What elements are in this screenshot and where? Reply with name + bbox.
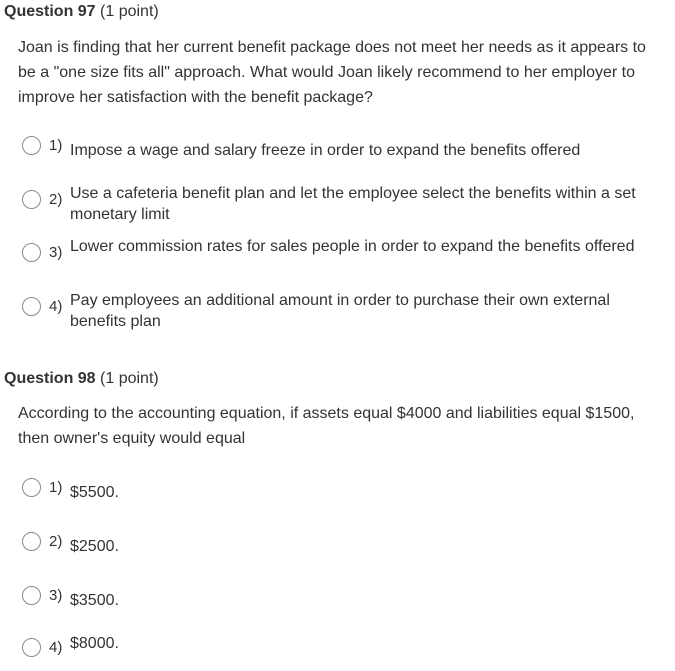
question-97-text: Joan is finding that her current benefit package does not meet her needs as it appears to be a "one size fits all" approach. What would Joan likely recommend to her employer to improve her satisfaction with the benefit package? xyxy=(18,39,646,106)
question-98-label: Question 98 xyxy=(4,370,96,387)
option-number: 1) xyxy=(49,479,63,496)
option-text: Pay employees an additional amount in order to purchase their own external benefits plan xyxy=(70,292,610,330)
option-text: $3500. xyxy=(70,592,119,609)
radio-button[interactable] xyxy=(22,586,41,605)
radio-button[interactable] xyxy=(22,243,41,262)
option-number: 2) xyxy=(49,533,63,550)
option-number: 3) xyxy=(49,244,63,261)
option-number: 4) xyxy=(49,298,63,315)
question-98-title xyxy=(4,369,159,389)
option-text: Lower commission rates for sales people in order to expand the benefits offered xyxy=(70,238,635,255)
radio-button[interactable] xyxy=(22,638,41,657)
option-number: 3) xyxy=(49,587,63,604)
radio-button[interactable] xyxy=(22,478,41,497)
option-number: 2) xyxy=(49,191,63,208)
option-number: 4) xyxy=(49,639,63,656)
radio-button[interactable] xyxy=(22,136,41,155)
option-text: $2500. xyxy=(70,538,119,555)
option-number: 1) xyxy=(49,137,63,154)
option-text: $8000. xyxy=(70,635,119,652)
question-97-points: (1 point) xyxy=(100,3,159,20)
radio-button[interactable] xyxy=(22,532,41,551)
option-text: Use a cafeteria benefit plan and let the employee select the benefits within a set monetary limit xyxy=(70,185,636,223)
question-97-label: Question 97 xyxy=(4,3,96,20)
radio-button[interactable] xyxy=(22,190,41,209)
question-98-points: (1 point) xyxy=(100,370,159,387)
question-97-title xyxy=(4,2,159,22)
option-text: $5500. xyxy=(70,484,119,501)
radio-button[interactable] xyxy=(22,297,41,316)
question-98-text: According to the accounting equation, if assets equal $4000 and liabilities equal $1500, then owner's equity would equal xyxy=(18,405,635,447)
option-text: Impose a wage and salary freeze in order to expand the benefits offered xyxy=(70,142,581,159)
